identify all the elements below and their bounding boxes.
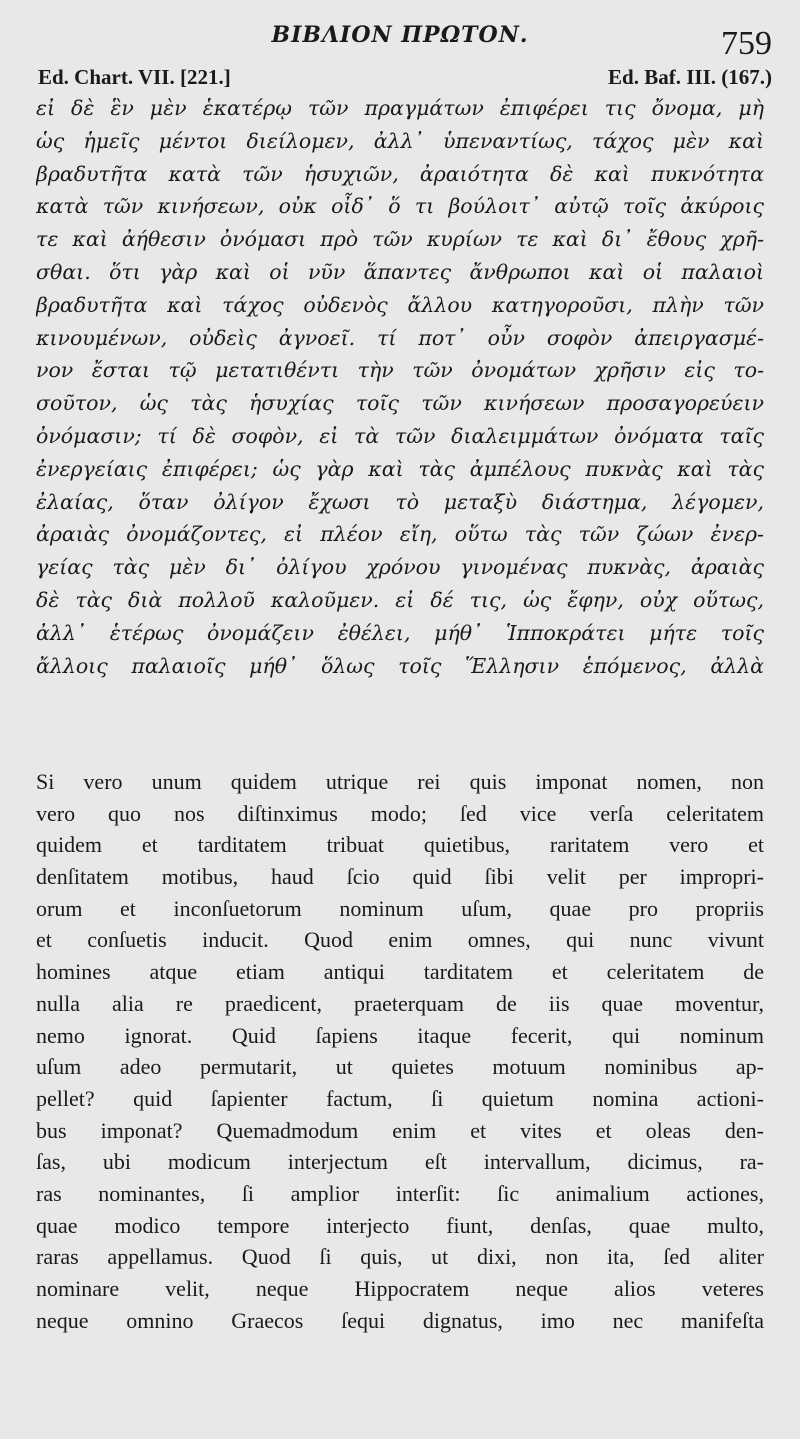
edition-chartier: Ed. Chart. VII. [221.] [38,65,231,89]
latin-line: nemo ignorat. Quid ſapiens itaque fecerit, qui nominum [36,1022,764,1048]
running-title: ΒΙΒΛΙΟΝ ΠΡΩΤΟΝ. [271,22,529,48]
latin-line: neque omnino Graecos ſequi dignatus, imo nec manifeſta [36,1307,764,1333]
latin-line: vero quo nos diſtinximus modo; ſed vice verſa celeritatem [36,800,764,826]
latin-text-block [36,766,764,1336]
latin-line: et conſuetis inducit. Quod enim omnes, qui nunc vivunt [36,927,764,953]
greek-line: ὡς ἡμεῖς μέντοι διείλομεν, ἀλλ᾽ ὑπεναντίως, τάχος μὲν καὶ [36,128,764,153]
greek-line: ἄλλοις παλαιοῖς μήθ᾽ ὅλως τοῖς Ἕλλησιν ἑπόμενος, ἀλλὰ [36,653,764,678]
latin-line: ſas, ubi modicum interjectum eſt intervallum, dicimus, ra- [36,1149,764,1175]
greek-line: σθαι. ὅτι γὰρ καὶ οἱ νῦν ἅπαντες ἄνθρωποι καὶ οἱ παλαιοὶ [36,259,764,284]
latin-line: nominare velit, neque Hippocratem neque alios veteres [36,1276,764,1301]
greek-line: ἀλλ᾽ ἑτέρως ὀνομάζειν ἐθέλει, μήθ᾽ Ἱπποκράτει μήτε τοῖς [36,620,764,645]
edition-basel: Ed. Baf. III. (167.) [608,65,772,89]
latin-line: Si vero unum quidem utrique rei quis imponat nomen, non [36,769,764,794]
latin-line: bus imponat? Quemadmodum enim et vites et oleas den- [36,1117,764,1143]
page-number: 759 [721,25,772,62]
greek-line: δὲ τὰς διὰ πολλοῦ καλοῦμεν. εἰ δέ τις, ὡς ἔφην, οὐχ οὕτως, [36,587,764,612]
latin-line: pellet? quid ſapienter factum, ſi quietum nomina actioni- [36,1085,764,1111]
latin-line: orum et inconſuetorum nominum uſum, quae pro propriis [36,895,764,921]
latin-line: homines atque etiam antiqui tarditatem et celeritatem de [36,959,764,985]
greek-line: ἐλαίας, ὅταν ὀλίγον ἔχωσι τὸ μεταξὺ διάστημα, λέγομεν, [36,489,764,514]
greek-line: ἐνεργείαις ἐπιφέρει; ὡς γὰρ καὶ τὰς ἀμπέλους πυκνὰς καὶ τὰς [36,456,764,481]
latin-line: quidem et tarditatem tribuat quietibus, raritatem vero et [36,832,764,858]
greek-line: κατὰ τῶν κινήσεων, οὐκ οἶδ᾽ ὅ τι βούλοιτ᾽ αὐτῷ τοῖς ἀκύροις [36,194,764,219]
running-head [0,20,800,60]
greek-line: τε καὶ ἀήθεσιν ὀνόμασι πρὸ τῶν κυρίων τε καὶ δι᾽ ἔθους χρῆ- [36,227,764,252]
latin-line: quae modico tempore interjecto fiunt, denſas, quae multo, [36,1212,764,1238]
greek-line: ὀνόμασιν; τί δὲ σοφὸν, εἰ τὰ τῶν διαλειμμάτων ὀνόματα ταῖς [36,423,764,448]
greek-line: κινουμένων, οὐδεὶς ἀγνοεῖ. τί ποτ᾽ οὖν σοφὸν ἀπειργασμέ- [36,325,764,350]
latin-line: uſum adeo permutarit, ut quietes motuum nominibus ap- [36,1054,764,1080]
greek-line: γείας τὰς μὲν δι᾽ ὀλίγου χρόνου γινομένας πυκνὰς, ἀραιὰς [36,555,764,580]
greek-line: βραδυτῆτα καὶ τάχος οὐδενὸς ἄλλου κατηγοροῦσι, πλὴν τῶν [36,292,764,317]
greek-line: σοῦτον, ὡς τὰς ἡσυχίας τοῖς τῶν κινήσεων προσαγορεύειν [36,391,764,416]
latin-line: raras appellamus. Quod ſi quis, ut dixi, non ita, ſed aliter [36,1244,764,1270]
greek-text-block [36,92,764,682]
latin-line: denſitatem motibus, haud ſcio quid ſibi velit per impropri- [36,864,764,890]
edition-references [0,63,800,91]
greek-line: ἀραιὰς ὀνομάζοντες, εἰ πλέον εἴη, οὕτω τὰς τῶν ζώων ἐνερ- [36,522,764,547]
latin-line: nulla alia re praedicent, praeterquam de iis quae moventur, [36,990,764,1016]
latin-line: ras nominantes, ſi amplior interſit: ſic animalium actiones, [36,1180,764,1206]
greek-line: νον ἔσται τῷ μετατιθέντι τὴν τῶν ὀνομάτων χρῆσιν εἰς το- [36,358,764,383]
greek-line: εἰ δὲ ἓν μὲν ἑκατέρῳ τῶν πραγμάτων ἐπιφέρει τις ὄνομα, μὴ [36,96,764,120]
greek-line: βραδυτῆτα κατὰ τῶν ἡσυχιῶν, ἀραιότητα δὲ καὶ πυκνότητα [36,161,764,186]
